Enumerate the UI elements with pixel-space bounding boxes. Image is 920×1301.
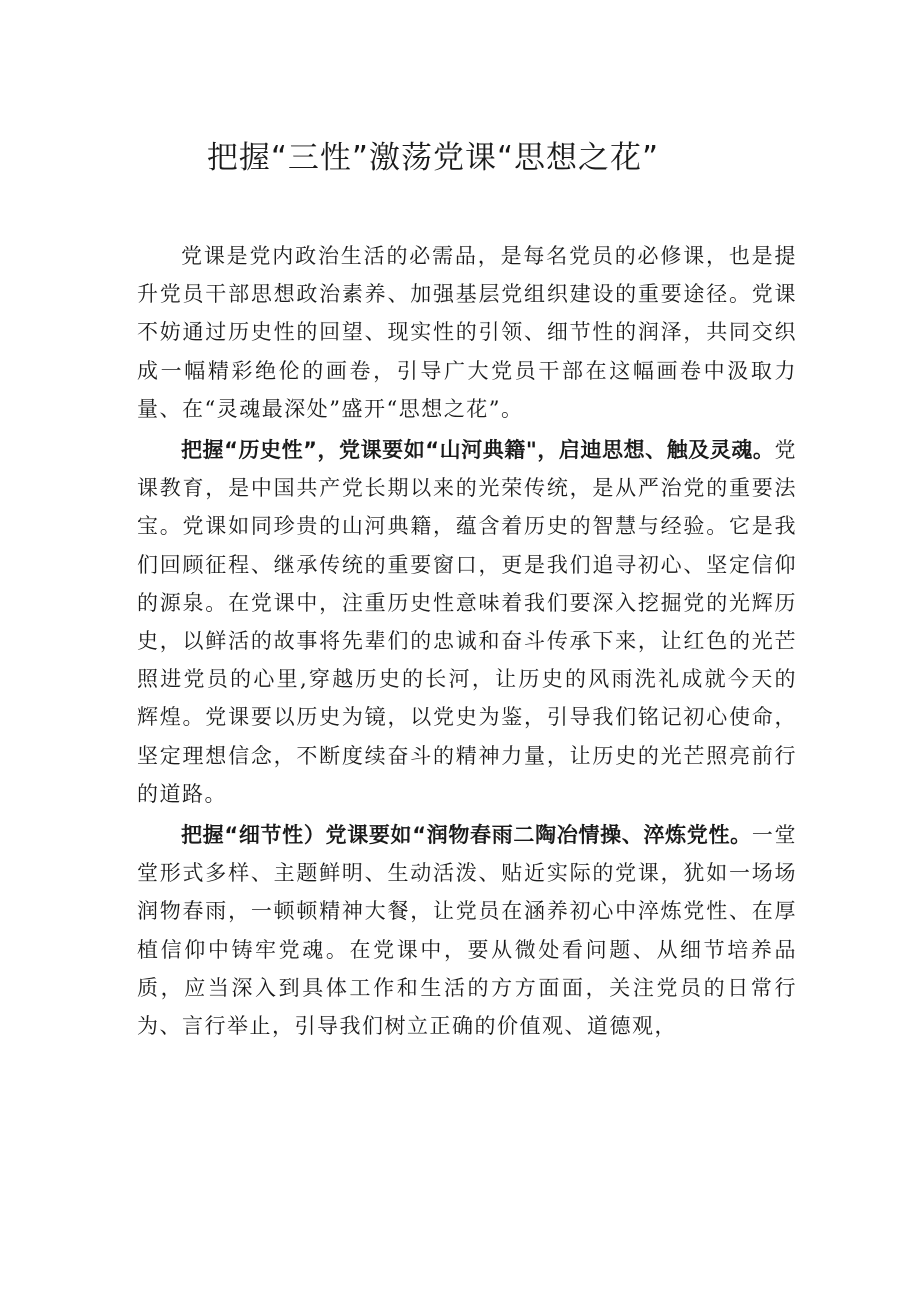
paragraph-heading: 把握“历史性”，党课要如“山河典籍"，启迪思想、触及灵魂。 (181, 438, 775, 463)
paragraph-text: 党课教育，是中国共产党长期以来的光荣传统，是从严治党的重要法宝。党课如同珍贵的山河典籍，蕴含着历史的智慧与经验。它是我们回顾征程、继承传统的重要窗口，更是我们追寻初心、坚定信仰的源泉。在党课中，注重历史性意味着我们要深入挖掘党的光辉历史，以鲜活的故事将先辈们的忠诚和奋斗传承下来，让红色的光芒照进党员的心里,穿越历史的长河，让历史的风雨洗礼成就今天的辉煌。党课要以历史为镜，以党史为鉴，引导我们铭记初心使命，坚定理想信念，不断度续奋斗的精神力量，让历史的光芒照亮前行的道路。 (137, 438, 797, 806)
document-title: 把握“三性”激荡党课“思想之花” (206, 140, 660, 176)
intro-paragraph (137, 237, 797, 428)
paragraph-heading: 把握“细节性）党课要如“润物春雨二陶冶情操、淬炼党性。 (181, 823, 752, 848)
history-paragraph (137, 431, 797, 813)
paragraph-text: 一堂堂形式多样、主题鲜明、生动活泼、贴近实际的党课，犹如一场场润物春雨，一顿顿精神大餐，让党员在涵养初心中淬炼党性、在厚植信仰中铸牢党魂。在党课中，要从微处看问题、从细节培养品质，应当深入到具体工作和生活的方方面面，关注党员的日常行为、言行举止，引导我们树立正确的价值观、道德观， (137, 823, 798, 1039)
paragraph-text: 党课是党内政治生活的必需品，是每名党员的必修课，也是提升党员干部思想政治素养、加强基层党组织建设的重要途径。党课不妨通过历史性的回望、现实性的引领、细节性的润泽，共同交织成一幅精彩绝伦的画卷，引导广大党员干部在这幅画卷中汲取力量、在“灵魂最深处”盛开“思想之花”。 (137, 244, 797, 421)
document-body (137, 237, 797, 1048)
detail-paragraph (137, 816, 797, 1045)
